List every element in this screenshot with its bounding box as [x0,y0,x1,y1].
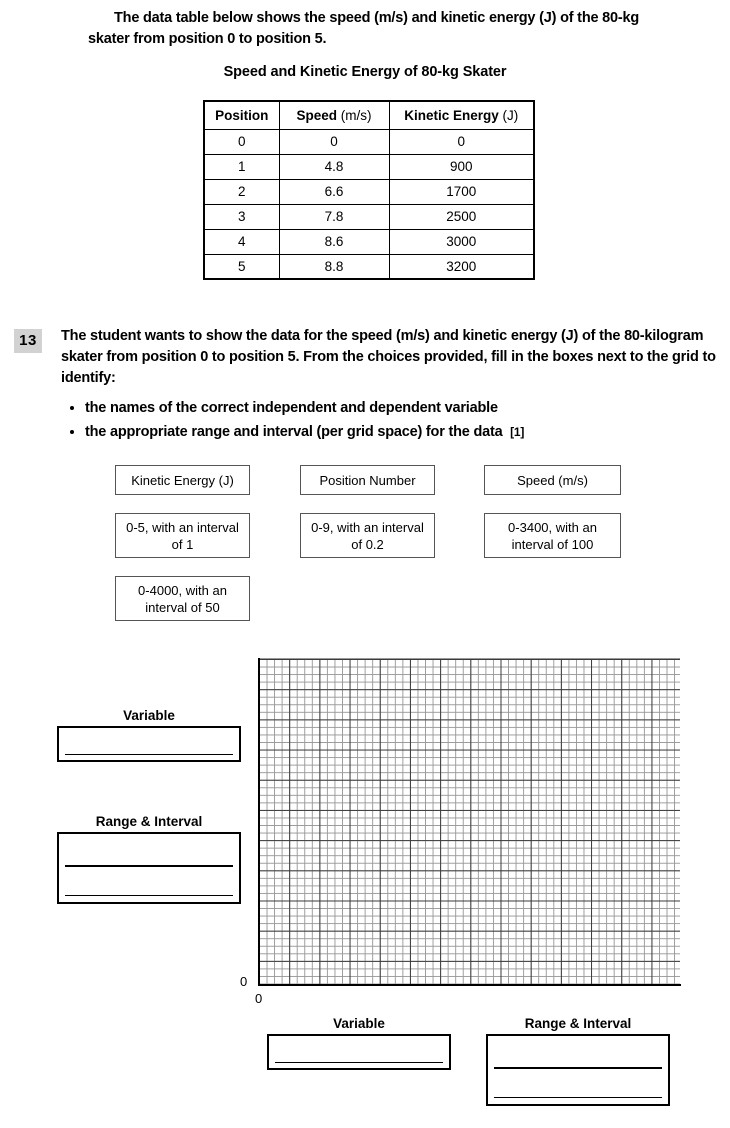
bullet-marks: [1] [510,425,525,439]
column-header-speed-unit: (m/s) [340,107,372,123]
cell-speed: 4.8 [279,154,389,179]
table-row [204,229,534,254]
write-line [65,865,233,867]
cell-kinetic-energy: 0 [389,129,534,154]
write-line [65,754,233,756]
cell-position: 4 [204,229,279,254]
choice-box-position-number[interactable]: Position Number [300,465,435,495]
y-variable-answer-box[interactable] [57,726,241,762]
x-range-label: Range & Interval [524,1016,632,1031]
data-table-body [204,129,534,279]
column-header-speed [279,101,389,129]
cell-kinetic-energy: 3200 [389,254,534,279]
write-line [65,895,233,897]
cell-position: 5 [204,254,279,279]
column-header-position [204,101,279,129]
cell-speed: 0 [279,129,389,154]
question-text: The student wants to show the data for the speed (m/s) and kinetic energy (J) of the 80-kilogram skater from position 0 to position 5. From the choices provided, fill in the boxes next to the grid to identify: [61,328,716,386]
cell-speed: 6.6 [279,179,389,204]
write-line [275,1062,443,1064]
cell-speed: 7.8 [279,204,389,229]
question-bullet-list [61,396,701,444]
table-row [204,204,534,229]
choice-box-range-0-5[interactable]: 0-5, with an interval of 1 [115,513,250,558]
table-row [204,179,534,204]
list-item [85,420,701,444]
bullet-text: the appropriate range and interval (per grid space) for the data [85,424,503,440]
cell-kinetic-energy: 2500 [389,204,534,229]
data-table [203,100,535,280]
table-row [204,154,534,179]
intro-text: The data table below shows the speed (m/s) and kinetic energy (J) of the 80-kg skater from position 0 to position 5. [88,10,640,47]
column-header-kinetic-energy-main: Kinetic Energy [404,107,503,123]
cell-kinetic-energy: 900 [389,154,534,179]
question-number-badge: 13 [14,329,42,353]
x-variable-answer-box[interactable] [267,1034,451,1070]
cell-position: 1 [204,154,279,179]
cell-kinetic-energy: 1700 [389,179,534,204]
choice-box-kinetic-energy[interactable]: Kinetic Energy (J) [115,465,250,495]
x-variable-label: Variable [333,1016,385,1031]
x-range-answer-box[interactable] [486,1034,670,1106]
y-variable-label: Variable [123,708,175,723]
write-line [494,1067,662,1069]
graph-gridlines [258,658,680,985]
data-table-head [204,101,534,129]
table-title: Speed and Kinetic Energy of 80-kg Skater [223,64,507,80]
write-line [494,1097,662,1099]
cell-position: 0 [204,129,279,154]
column-header-position-main: Position [215,107,269,123]
choice-box-speed[interactable]: Speed (m/s) [484,465,621,495]
y-axis-line [258,658,260,986]
cell-position: 2 [204,179,279,204]
y-range-label: Range & Interval [95,814,203,829]
choice-box-range-0-3400[interactable]: 0-3400, with an interval of 100 [484,513,621,558]
graph-grid[interactable] [258,658,680,985]
choice-box-range-0-9[interactable]: 0-9, with an interval of 0.2 [300,513,435,558]
column-header-kinetic-energy [389,101,534,129]
intro-paragraph [88,8,648,50]
table-row [204,129,534,154]
column-header-kinetic-energy-unit: (J) [502,107,519,123]
list-item [85,396,701,420]
bullet-text: the names of the correct independent and dependent variable [85,400,498,416]
table-row [204,254,534,279]
x-axis-line [258,984,681,986]
cell-speed: 8.8 [279,254,389,279]
y-axis-origin-label: 0 [240,974,248,989]
y-range-answer-box[interactable] [57,832,241,904]
x-axis-origin-label: 0 [255,991,263,1006]
cell-position: 3 [204,204,279,229]
column-header-speed-main: Speed [296,107,341,123]
table-header-row [204,101,534,129]
cell-kinetic-energy: 3000 [389,229,534,254]
choice-box-range-0-4000[interactable]: 0-4000, with an interval of 50 [115,576,250,621]
cell-speed: 8.6 [279,229,389,254]
